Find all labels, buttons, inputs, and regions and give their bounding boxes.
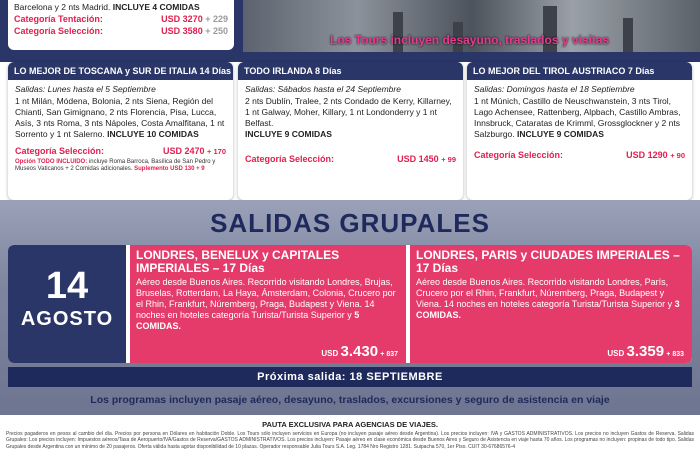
itinerary-text: 1 nt Múnich, Castillo de Neuschwanstein, 3 nts Tirol, Lago Achensee, Rattenberg, Alpbach, Castillo Ambras, Innsbruck, Cataratas de Krimml, Grossglockner y 2 nts Salzburgo. INCLUYE 9 COMIDAS	[474, 96, 681, 139]
tour-card-tirol[interactable]	[467, 62, 692, 200]
departure-date	[8, 245, 126, 363]
next-departure-banner: Próxima salida: 18 SEPTIEMBRE	[8, 367, 692, 387]
agency-notice: PAUTA EXCLUSIVA PARA AGENCIAS DE VIAJES.	[262, 420, 438, 429]
programs-include-note: Los programas incluyen pasaje aéreo, desayuno, traslados, excursiones y seguro de asistencia en viaje	[90, 394, 610, 406]
category-price: USD 3580 + 250	[161, 26, 228, 36]
todo-incluido-option: Opción TODO INCLUIDO: incluye Roma Barroca, Basílica de San Pedro y Museos Vaticanos + 2 Comidas adicionales. Suplemento USD 130 + 9	[15, 159, 216, 172]
top-tour-box	[8, 0, 234, 50]
group-tour-title: LONDRES, BENELUX y CAPITALES IMPERIALES – 17 Días	[136, 248, 340, 275]
group-tour-text: Aéreo desde Buenos Aires. Recorrido visitando Londres, Brujas, Bruselas, Rotterdam, La Haya, Ámsterdam, Colonia, Crucero por el Rhin, Frankfurt, Núremberg, Praga, Budapest y Viena. 14 noches en hoteles categoría Turista/Turista Superior y 5 COMIDAS.	[136, 277, 396, 331]
category-row: Categoría Selección: USD 1450 + 99	[245, 154, 456, 164]
departures-text: Salidas: Lunes hasta el 5 Septiembre	[15, 84, 156, 94]
legal-text: Precios pagaderos en pesos al cambio del día. Precios por persona en Dólares en habitación Doble. Los Tours sólo incluyen servicios en Europa (no incluyen pasaje aéreo desde Argentina). Los precios incluyen: IVA y GASTOS ADMINISTRATIVOS. Los precios no incluyen Gastos de Reserva. Salidas Grupales: Los precios incluyen: Impuestos aéreos/Tasa de Aeropuerto/IVA/Gastos de Reserva/GASTOS ADMINISTRATIVOS. Los precios incluyen: Pasaje aéreo en clase económica desde Buenos Aires y Seguro de Asistencia en viaje hasta 70 años. Los programas no incluyen: propinas de todo tipo. Salidas Grupales desde Argentina con un mínimo de 20 pasajeros. Oferta válida hasta agotar disponibilidad de 10 plazas. Operador responsable Julia Tours S.A. Leg. 1784 Nro Registro 1281. Suipacha 570, 1er Piso. CUIT 30-67686576-4	[6, 431, 694, 450]
group-departures-box	[8, 245, 692, 363]
group-tour-price: USD 3.359 + 833	[607, 343, 684, 360]
itinerary-text: 2 nts Dublín, Tralee, 2 nts Condado de Kerry, Killarney, 1 nt Galway, Moher, Killary, 1 nt Londonderry y 1 nt Belfast. INCLUYE 9 COMIDAS	[245, 96, 452, 139]
category-label: Categoría Tentación:	[14, 14, 103, 24]
category-price: USD 3270 + 229	[161, 14, 228, 24]
category-row	[14, 14, 228, 24]
category-row: Categoría Selección: USD 1290 + 90	[474, 150, 685, 160]
includes-meals: INCLUYE 4 COMIDAS	[112, 2, 200, 12]
tour-card-title: TODO IRLANDA 8 Días	[238, 62, 463, 80]
group-tour-text: Aéreo desde Buenos Aires. Recorrido visitando Londres, París, Crucero por el Rhin, Frankfurt, Núremberg, Praga, Budapest y Viena. 14 noches en hoteles categoría Turista/Turista Superior y 3 COMIDAS.	[416, 277, 680, 320]
group-departures-title: SALIDAS GRUPALES	[210, 208, 490, 238]
tour-card-title: LO MEJOR DE TOSCANA y SUR DE ITALIA 14 Días	[8, 62, 233, 80]
itinerary-text: 1 nt Milán, Módena, Bolonia, 2 nts Siena, Región del Chianti, San Gimignano, 2 nts Florencia, Pisa, Lucca, Asís, 3 nts Roma, 3 nts Nápoles, Costa Amalfitana, 1 nt Sorrento y 1 nt Salerno. INCLUYE 10 COMIDAS	[15, 96, 225, 139]
category-row: Categoría Selección: USD 2470 + 170	[15, 146, 226, 156]
top-tour-itinerary	[14, 2, 228, 12]
group-tour-price: USD 3.430 + 837	[321, 343, 398, 360]
itinerary-text: Barcelona y 2 nts Madrid.	[14, 2, 111, 12]
group-tour-paris[interactable]	[410, 245, 692, 363]
tour-card-toscana[interactable]	[8, 62, 233, 200]
tour-card-title: LO MEJOR DEL TIROL AUSTRIACO 7 Días	[467, 62, 692, 80]
category-label: Categoría Selección:	[14, 26, 104, 36]
group-tour-title: LONDRES, PARIS y CIUDADES IMPERIALES – 17 Días	[416, 248, 680, 275]
category-row	[14, 26, 228, 36]
departures-text: Salidas: Sábados hasta el 24 Septiembre	[245, 84, 401, 94]
tour-card-irlanda[interactable]	[238, 62, 463, 200]
tours-include-note: Los Tours incluyen desayuno, traslados y visitas	[330, 33, 610, 47]
departure-month: AGOSTO	[20, 308, 114, 330]
departure-day: 14	[45, 265, 89, 307]
footer	[0, 418, 700, 468]
group-tour-benelux[interactable]	[130, 245, 406, 363]
departures-text: Salidas: Domingos hasta el 18 Septiembre	[474, 84, 635, 94]
